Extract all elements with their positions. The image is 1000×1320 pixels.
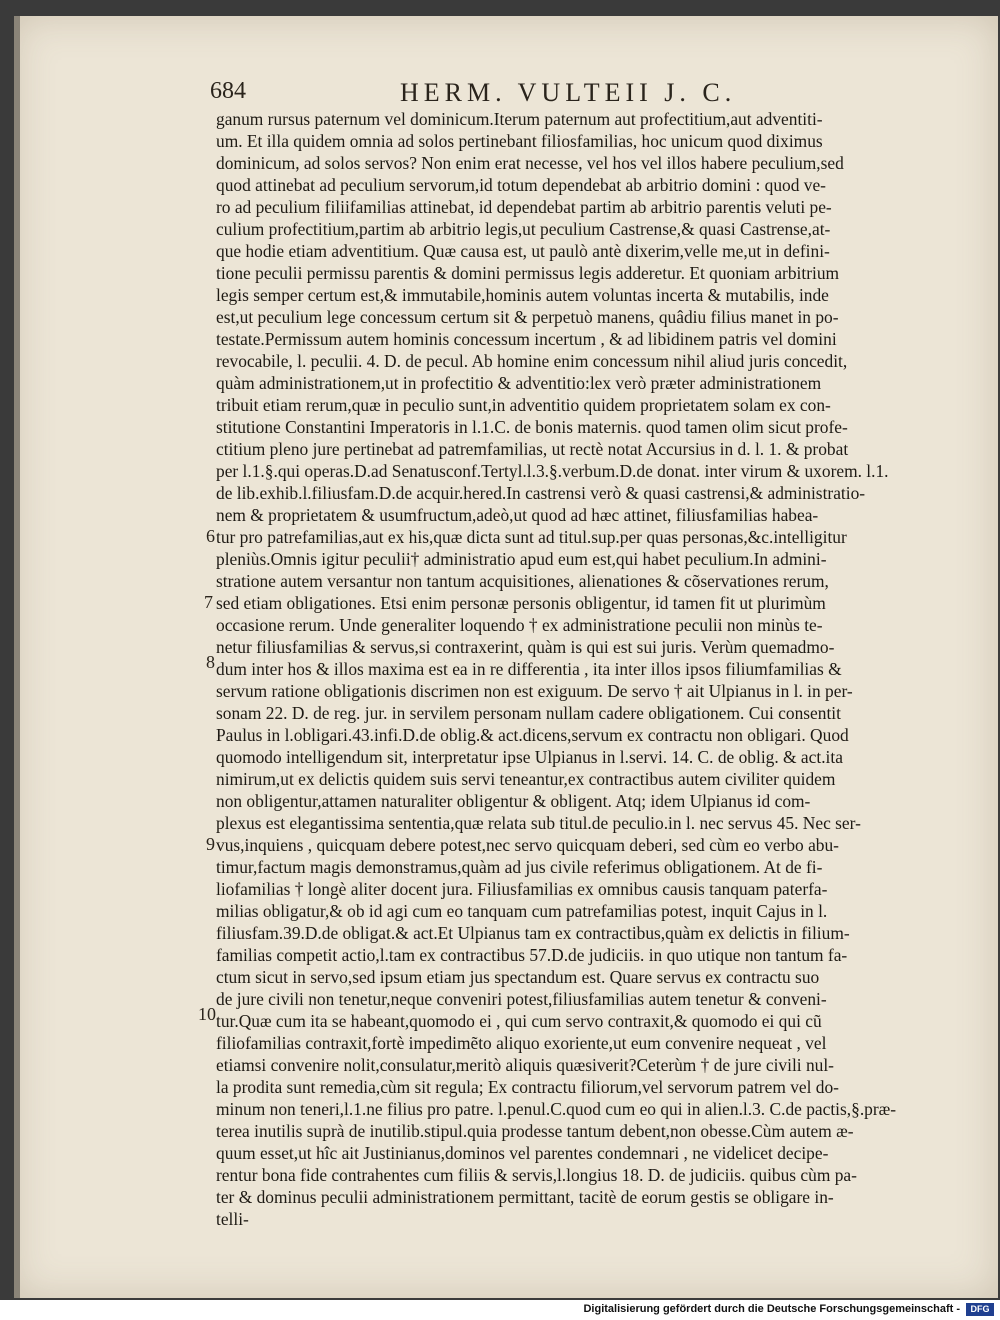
- text-line: tribuit etiam rerum,quæ in peculio sunt,in adventitio quidem proprietatem solam ex con-: [216, 395, 831, 415]
- funding-credit: Digitalisierung gefördert durch die Deutsche Forschungsgemeinschaft -: [583, 1303, 960, 1315]
- page-header: [210, 78, 950, 112]
- running-head: HERM. VULTEII J. C.: [400, 78, 737, 107]
- margin-number: 10: [198, 1004, 216, 1024]
- text-line: Paulus in l.obligari.43.infi.D.de oblig.& act.dicens,servum ex contractu non obligari. Quod: [216, 725, 849, 745]
- text-line: tur pro patrefamilias,aut ex his,quæ dicta sunt ad titul.sup.per quas personas,&c.intelligitur: [216, 527, 847, 547]
- text-line: la prodita sunt remedia,cùm sit regula; Ex contractu filiorum,vel servorum patrem vel do-: [216, 1077, 839, 1097]
- text-line: est,ut peculium lege concessum certum sit & perpetuò manens, quâdiu filius manet in po-: [216, 307, 839, 327]
- text-line: terea inutilis suprà de inutilib.stipul.quia prodesse tantum debent,non obesse.Cùm autem æ-: [216, 1121, 854, 1141]
- text-line: familias competit actio,l.tam ex contractibus 57.D.de judiciis. in quo utique non tantum fa-: [216, 945, 848, 965]
- text-line: liofamilias † longè aliter docent jura. Filiusfamilias ex omnibus causis tanquam paterfa-: [216, 879, 828, 899]
- text-line: de lib.exhib.l.filiusfam.D.de acquir.hered.In castrensi verò & quasi castrensi,& administratio-: [216, 483, 866, 503]
- text-line: ter & dominus peculii administrationem permittant, tacitè de eorum gestis se obligare in-: [216, 1187, 834, 1207]
- text-line: de jure civili non tenetur,neque conveniri potest,filiusfamilias autem tenetur & conveni-: [216, 989, 827, 1009]
- text-line: culium profectitium,partim ab arbitrio legis,ut peculium Castrense,& quasi Castrense,at-: [216, 219, 831, 239]
- text-line: filiusfam.39.D.de obligat.& act.Et Ulpianus tam ex contractibus,quàm ex delictis in filium-: [216, 923, 850, 943]
- text-line: dum inter hos & illos maxima est ea in re differentia , ita inter illos ipsos filiumfamilias &: [216, 659, 842, 679]
- page-number: 684: [210, 78, 246, 104]
- margin-number: 6: [206, 526, 215, 546]
- text-line: vus,inquiens , quicquam debere potest,nec servo quicquam deberi, sed cùm eo verbo abu-: [216, 835, 839, 855]
- text-line: plexus est elegantissima sententia,quæ relata sub titul.de peculio.in l. nec servus 45. Nec ser-: [216, 813, 861, 833]
- text-line: filiofamilias contraxit,fortè impedimẽto aliquo exoriente,ut eum convenire nequeat , vel: [216, 1033, 827, 1053]
- text-line: quum esset,ut hîc ait Justinianus,dominos vel parentes condemnari , ne videlicet decipe-: [216, 1143, 829, 1163]
- text-line: legis semper certum est,& immutabile,hominis autem voluntas incerta & mutabilis, inde: [216, 285, 829, 305]
- text-line: netur filiusfamilias & servus,si contraxerint, quàm is qui est sui juris. Verùm quemadmo-: [216, 637, 835, 657]
- text-line: tione peculii permissu parentis & domini permissus legis adderetur. Et quoniam arbitrium: [216, 263, 840, 283]
- margin-number: 9: [206, 834, 215, 854]
- text-line: ro ad peculium filiifamilias attinebat, id dependebat partim ab arbitrio parentis veluti pe-: [216, 197, 832, 217]
- text-line: revocabile, l. peculii. 4. D. de pecul. Ab homine enim concessum nihil aliud juris concedit,: [216, 351, 848, 371]
- text-line: um. Et illa quidem omnia ad solos pertinebant filiosfamilias, hoc unicum quod diximus: [216, 131, 823, 151]
- text-line: que hodie etiam adventitium. Quæ causa est, ut paulò antè dixerim,velle me,ut in defini-: [216, 241, 830, 261]
- text-line: telli-: [216, 1209, 249, 1229]
- text-line: tur.Quæ cum ita se habeant,quomodo ei , qui cum servo contraxit,& quomodo ei qui cũ: [216, 1011, 822, 1031]
- text-line: occasione rerum. Unde generaliter loquendo † ex administratione peculii non minùs te-: [216, 615, 823, 635]
- text-line: servum ratione obligationis discrimen non est exiguum. De servo † ait Ulpianus in l. in per-: [216, 681, 853, 701]
- text-line: quod attinebat ad peculium servorum,id totum dependebat ab arbitrio domini : quod ve-: [216, 175, 826, 195]
- text-line: ctum sicut in servo,sed ipsum etiam jus spectandum est. Quare servus ex contractu suo: [216, 967, 820, 987]
- text-line: non obligentur,attamen naturaliter obligentur & obligent. Atq; idem Ulpianus id com-: [216, 791, 811, 811]
- text-line: sed etiam obligationes. Etsi enim personæ personis obligentur, id tamen fit ut plurimùm: [216, 593, 826, 613]
- text-line: etiamsi convenire nolit,consulatur,meritò aliquis quæsiverit?Ceterùm † de jure civili nul-: [216, 1055, 834, 1075]
- text-line: sonam 22. D. de reg. jur. in servilem personam nullam cadere obligationem. Cui consentit: [216, 703, 841, 723]
- text-line: per l.1.§.qui operas.D.ad Senatusconf.Tertyl.l.3.§.verbum.D.de donat. inter virum & uxorem. l.1.: [216, 461, 889, 481]
- footer-bar: [0, 1300, 1000, 1320]
- text-line: stitutione Constantini Imperatoris in l.1.C. de bonis maternis. quod tamen olim sicut profe-: [216, 417, 848, 437]
- text-line: dominicum, ad solos servos? Non enim erat necesse, vel hos vel illos habere peculium,sed: [216, 153, 844, 173]
- text-line: ctitium pleno jure pertinebat ad patremfamilias, ut rectè notat Accursius in d. l. 1. & probat: [216, 439, 849, 459]
- text-line: quàm administrationem,ut in profectitio & adventitio:lex verò præter administrationem: [216, 373, 822, 393]
- text-line: minum non teneri,l.1.ne filius pro patre. l.penul.C.quod cum eo qui in alien.l.3. C.de pactis,§.præ-: [216, 1099, 897, 1119]
- text-line: rentur bona fide contrahentes cum filiis & servis,l.longius 18. D. de judiciis. quibus cùm pa-: [216, 1165, 857, 1185]
- text-line: nimirum,ut ex delictis quidem suis servi teneantur,ex contractibus autem civiliter quidem: [216, 769, 836, 789]
- text-line: timur,factum magis demonstramus,quàm ad jus civile referimus obligationem. At de fi-: [216, 857, 823, 877]
- text-line: stratione autem versantur non tantum acquisitiones, alienationes & cõservationes rerum,: [216, 571, 829, 591]
- text-line: quomodo intelligendum sit, interpretatur ipse Ulpianus in l.servi. 14. C. de oblig. & act.ita: [216, 747, 843, 767]
- text-line: testate.Permissum autem hominis concessum incertum , & ad libidinem patris vel domini: [216, 329, 837, 349]
- text-line: nem & proprietatem & usumfructum,adeò,ut quod ad hæc attinet, filiusfamilias habea-: [216, 505, 819, 525]
- text-line: pleniùs.Omnis igitur peculii† administratio apud eum est,qui habet peculium.In admini-: [216, 549, 827, 569]
- dfg-logo: DFG: [966, 1303, 994, 1316]
- page-edge: [14, 16, 20, 1298]
- margin-number: 7: [204, 592, 213, 612]
- text-line: ganum rursus paternum vel dominicum.Iterum paternum aut profectitium,aut adventiti-: [216, 109, 823, 129]
- text-line: milias obligatur,& ob id agi cum eo tanquam cum patrefamilias potest, inquit Cajus in l.: [216, 901, 828, 921]
- margin-number: 8: [206, 652, 215, 672]
